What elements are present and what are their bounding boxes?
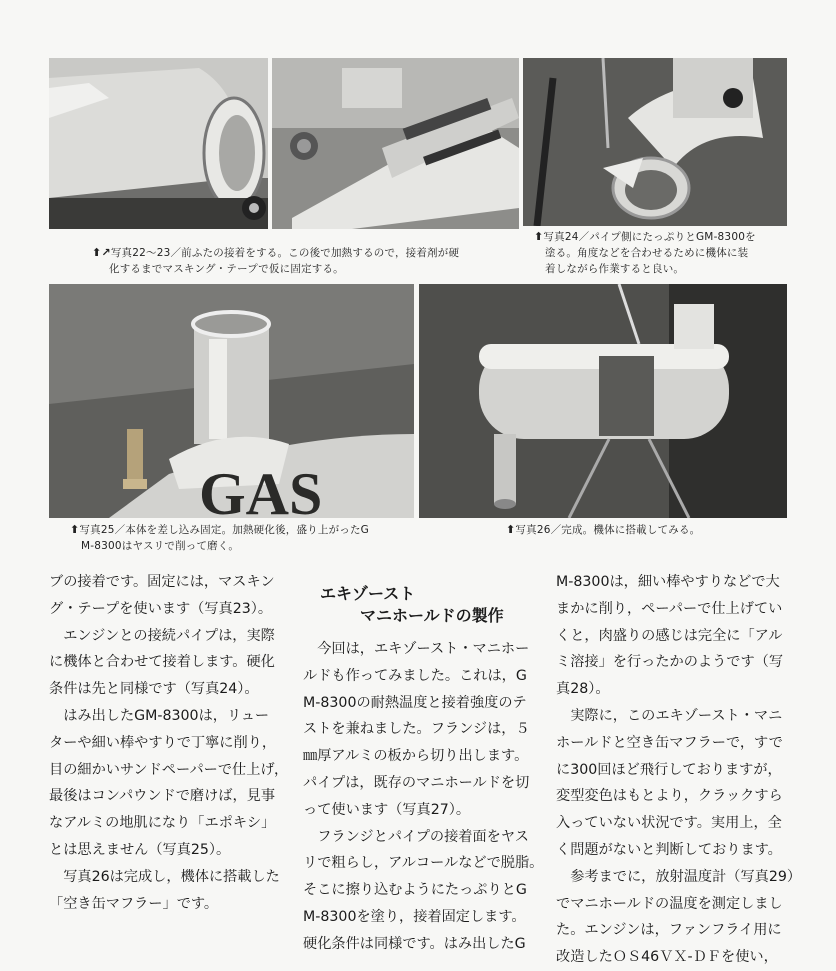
text-line: に機体と合わせて接着します。硬化 <box>49 654 275 671</box>
body-column-1 <box>49 569 289 917</box>
can-print: GAS <box>199 461 323 518</box>
up-arrow-icon: ⬆↗ <box>92 246 111 259</box>
caption-photo-24: ⬆写真24／パイプ側にたっぷりとGM-8300を 塗る。角度などを合わせるために機体に装 着しながら作業すると良い。 <box>534 230 756 275</box>
text-line: ㎜厚アルミの板から切り出します。 <box>303 748 529 765</box>
up-arrow-icon: ⬆ <box>534 230 544 243</box>
text-line: M-8300を塗り，接着固定します。 <box>303 908 526 925</box>
photo-22 <box>49 58 268 229</box>
text-line: そこに擦り込むようにたっぷりとG <box>303 882 527 899</box>
caption-photo-25: ⬆写真25／本体を差し込み固定。加熱硬化後，盛り上がったG M-8300はヤスリで削って磨く。 <box>70 523 370 552</box>
text-line: た。エンジンは，ファンフライ用に <box>556 922 782 939</box>
text-line: ホールドと空き缶マフラーで，すで <box>556 734 783 751</box>
text-line: 変型変色はもとより，クラックすら <box>556 788 783 805</box>
text-line: 「空き缶マフラー」です。 <box>49 895 219 912</box>
photo-24 <box>523 58 787 226</box>
text-line: ストを兼ねました。フランジは，５ <box>303 721 530 738</box>
text-line: なアルミの地肌になり「エポキシ」 <box>49 815 276 832</box>
text-line: フランジとパイプの接着面をヤス <box>303 828 529 845</box>
text-line: まかに削り，ペーパーで仕上げてい <box>556 600 783 617</box>
text-line: 真28）。 <box>556 681 610 698</box>
text-line: 条件は先と同様です（写真24）。 <box>49 681 259 698</box>
up-arrow-icon: ⬆ <box>70 523 80 536</box>
photo-26 <box>419 284 787 518</box>
text-line: ブの接着です。固定には，マスキン <box>49 574 275 590</box>
text-line: 目の細かいサンドペーパーで仕上げ， <box>49 761 289 778</box>
text-line: 硬化条件は同様です。はみ出したG <box>303 935 526 952</box>
text-line: エンジンとの接続パイプは，実際 <box>49 627 275 644</box>
caption-photo-26: ⬆写真26／完成。機体に搭載してみる。 <box>506 523 701 536</box>
text-line: ルドも作ってみました。これは，G <box>303 667 527 684</box>
photo-25 <box>49 284 414 518</box>
text-line: M-8300は，細い棒やすりなどで大 <box>556 574 780 590</box>
photo-23 <box>272 58 519 229</box>
text-line: パイプは，既存のマニホールドを切 <box>303 774 530 791</box>
text-line: くと，肉盛りの感じは完全に「アル <box>556 627 783 644</box>
text-line: リで粗らし，アルコールなどで脱脂。 <box>303 855 544 872</box>
body-column-3 <box>556 569 802 971</box>
text-line: でマニホールドの温度を測定しまし <box>556 895 783 912</box>
text-line: ミ溶接」を行ったかのようです（写 <box>556 654 784 671</box>
text-line: く問題がないと判断しております。 <box>556 841 782 858</box>
text-line: 写真26は完成し，機体に搭載した <box>49 868 280 885</box>
text-line: 実際に，このエキゾースト・マニ <box>556 707 783 724</box>
text-line: に300回ほど飛行しておりますが， <box>556 761 782 778</box>
text-line: 参考までに，放射温度計（写真29） <box>556 868 802 885</box>
text-line: はみ出したGM-8300は，リュー <box>49 707 270 724</box>
text-line: グ・テープを使います（写真23）。 <box>49 600 273 617</box>
section-heading: エキゾースト マニホールドの製作 <box>320 584 504 625</box>
text-line: ターや細い棒やすりで丁寧に削り， <box>49 734 277 751</box>
body-column-2 <box>303 636 543 958</box>
text-line: 入っていない状況です。実用上，全 <box>556 815 782 832</box>
text-line: 改造したＯＳ46ＶＸ-ＤＦを使い， <box>556 949 778 966</box>
up-arrow-icon: ⬆ <box>506 523 516 536</box>
text-line: とは思えません（写真25）。 <box>49 841 231 858</box>
caption-photo-22-23: ⬆↗写真22〜23／前ふたの接着をする。この後で加熱するので，接着剤が硬 化するまでマスキング・テープで仮に固定する。 <box>92 246 460 275</box>
text-line: 今回は，エキゾースト・マニホー <box>303 641 530 657</box>
text-line: 最後はコンパウンドで磨けば，見事 <box>49 788 276 805</box>
text-line: M-8300の耐熱温度と接着強度のテ <box>303 694 527 711</box>
text-line: って使います（写真27）。 <box>303 801 471 818</box>
